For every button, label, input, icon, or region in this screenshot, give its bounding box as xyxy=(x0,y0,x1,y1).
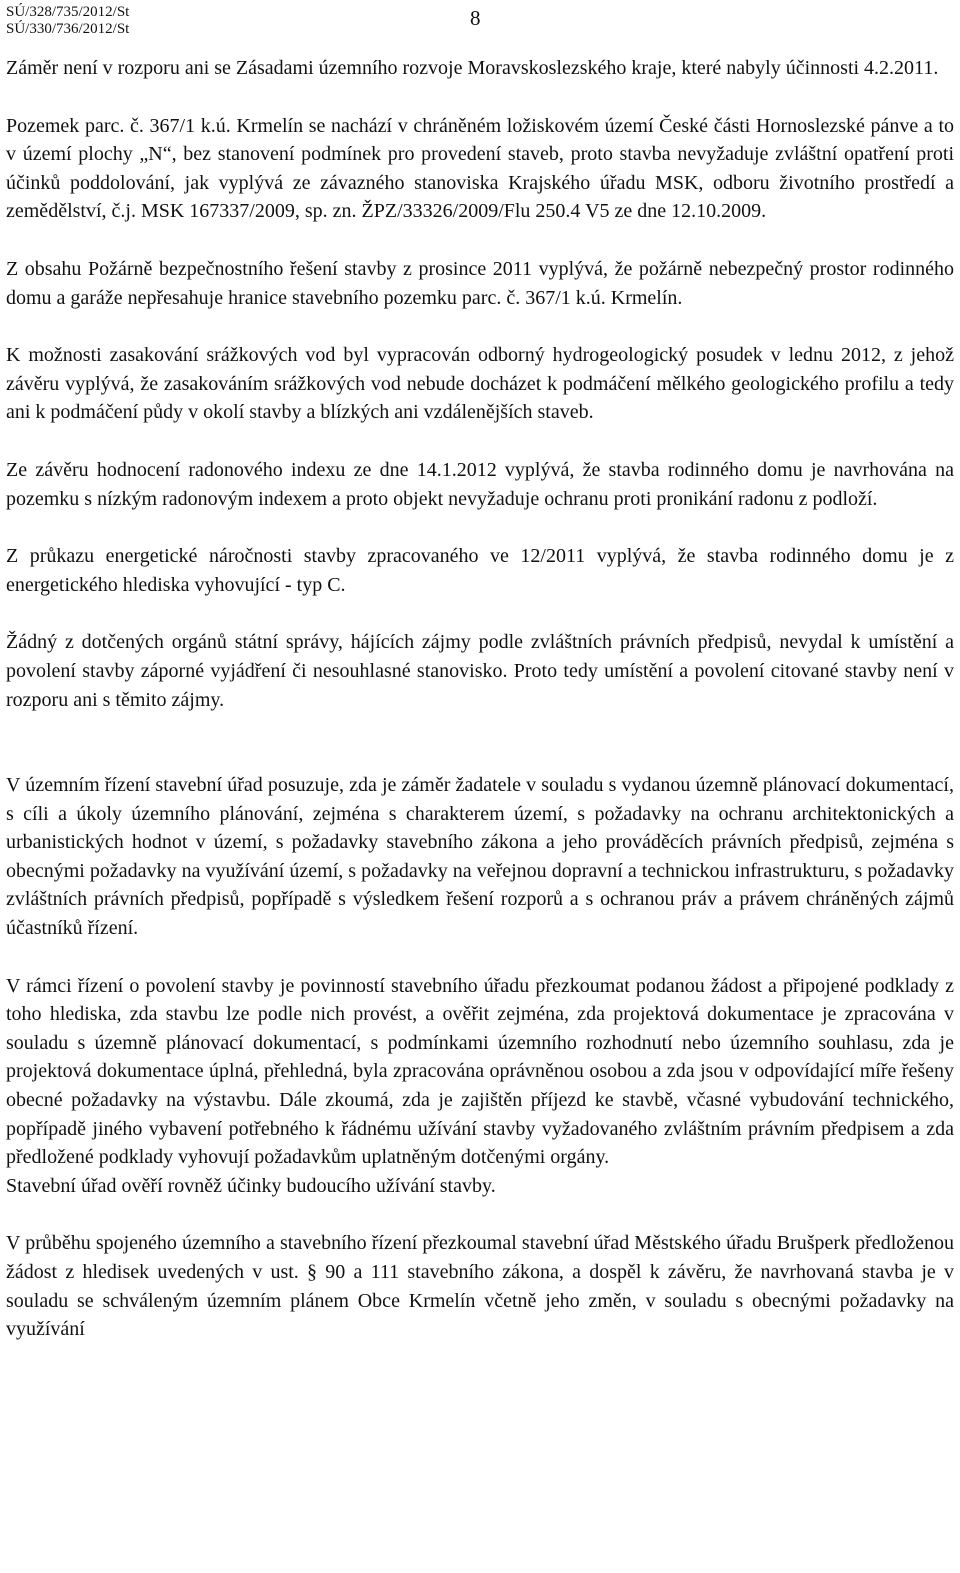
paragraph-usage-effects: Stavební úřad ověří rovněž účinky budoucího užívání stavby. xyxy=(6,1174,496,1197)
document-reference-header xyxy=(6,4,129,38)
paragraph-building-permit: V rámci řízení o povolení stavby je povinností stavebního úřadu přezkoumat podanou žádost a připojené podklady z toho hlediska, zda stavbu lze podle nich provést, a ověřit zejména, zda projektová dokumentace je zpracována v souladu s územně plánovací dokumentací, s podmínkami územního rozhodnutí nebo územního souhlasu, zda je projektová dokumentace úplná, přehledná, byla zpracována oprávněnou osobou a zda jsou v odpovídající míře řešeny obecné požadavky na výstavbu. Dále zkoumá, zda je zajištěn příjezd ke stavbě, včasné vybudování technického, popřípadě jiného vybavení potřebného k řádnému užívání stavby vyžadovaného zvláštním právním předpisem a zda předložené podklady vyhovují požadavkům uplatněným dotčenými orgány. xyxy=(6,974,954,1169)
paragraph-zoning-procedure: V územním řízení stavební úřad posuzuje, zda je záměr žadatele v souladu s vydanou územně plánovací dokumentací, s cíli a úkoly územního plánování, zejména s charakterem území, s požadavky na ochranu architektonických a urbanistických hodnot v území, s požadavky stavebního zákona a jeho prováděcích právních předpisů, zejména s obecnými požadavky na využívání území, s požadavky na veřejnou dopravní a technickou infrastrukturu, s požadavky zvláštních právních předpisů, popřípadě s výsledkem řešení rozporů a s ochranou práv a právem chráněných zájmů účastníků řízení. xyxy=(6,774,954,940)
paragraph-joint-procedure: V průběhu spojeného územního a stavebního řízení přezkoumal stavební úřad Městského úřadu Brušperk předloženou žádost z hledisek uvedených v ust. § 90 a 111 stavebního zákona, a dospěl k závěru, že navrhovaná stavba je v souladu se schváleným územním plánem Obce Krmelín včetně jeho změn, v souladu s obecnými požadavky na využívání xyxy=(6,1232,954,1341)
paragraph-mining-area: Pozemek parc. č. 367/1 k.ú. Krmelín se nachází v chráněném ložiskovém území České části Hornoslezské pánve a to v území plochy „N“, bez stanovení podmínek pro provedení staveb, proto stavba nevyžaduje zvláštní opatření proti účinků poddolování, jak vyplývá ze závazného stanoviska Krajského úřadu MSK, odboru životního prostředí a zemědělství, č.j. MSK 167337/2009, sp. zn. ŽPZ/33326/2009/Flu 250.4 V5 ze dne 12.10.2009. xyxy=(6,114,954,223)
paragraph-zur-compliance: Záměr není v rozporu ani se Zásadami územního rozvoje Moravskoslezského kraje, které nabyly účinnosti 4.2.2011. xyxy=(6,57,939,79)
paragraph-energy: Z průkazu energetické náročnosti stavby zpracovaného ve 12/2011 vyplývá, že stavba rodinného domu je z energetického hlediska vyhovující - typ C. xyxy=(6,545,954,596)
page-number: 8 xyxy=(470,6,481,30)
paragraph-fire-safety: Z obsahu Požárně bezpečnostního řešení stavby z prosince 2011 vyplývá, že požárně nebezpečný prostor rodinného domu a garáže nepřesahuje hranice stavebního pozemku parc. č. 367/1 k.ú. Krmelín. xyxy=(6,257,954,309)
paragraph-radon: Ze závěru hodnocení radonového indexu ze dne 14.1.2012 vyplývá, že stavba rodinného domu je navrhována na pozemku s nízkým radonovým indexem a proto objekt nevyžaduje ochranu proti pronikání radonu z podloží. xyxy=(6,458,954,510)
paragraph-hydrogeology: K možnosti zasakování srážkových vod byl vypracován odborný hydrogeologický posudek v lednu 2012, z jehož závěru vyplývá, že zasakováním srážkových vod nebude docházet k podmáčení mělkého geologického profilu a tedy ani k podmáčení půdy v okolí stavby a blízkých ani vzdálenějších staveb. xyxy=(6,344,954,424)
file-reference-1: SÚ/328/735/2012/St xyxy=(6,4,130,20)
file-reference-2: SÚ/330/736/2012/St xyxy=(6,21,130,37)
document-body xyxy=(6,54,954,1344)
paragraph-authorities: Žádný z dotčených orgánů státní správy, hájících zájmy podle zvláštních právních předpisů, nevydal k umístění a povolení stavby záporné vyjádření či nesouhlasné stanovisko. Proto tedy umístění a povolení citované stavby není v rozporu ani s těmito zájmy. xyxy=(6,631,954,711)
